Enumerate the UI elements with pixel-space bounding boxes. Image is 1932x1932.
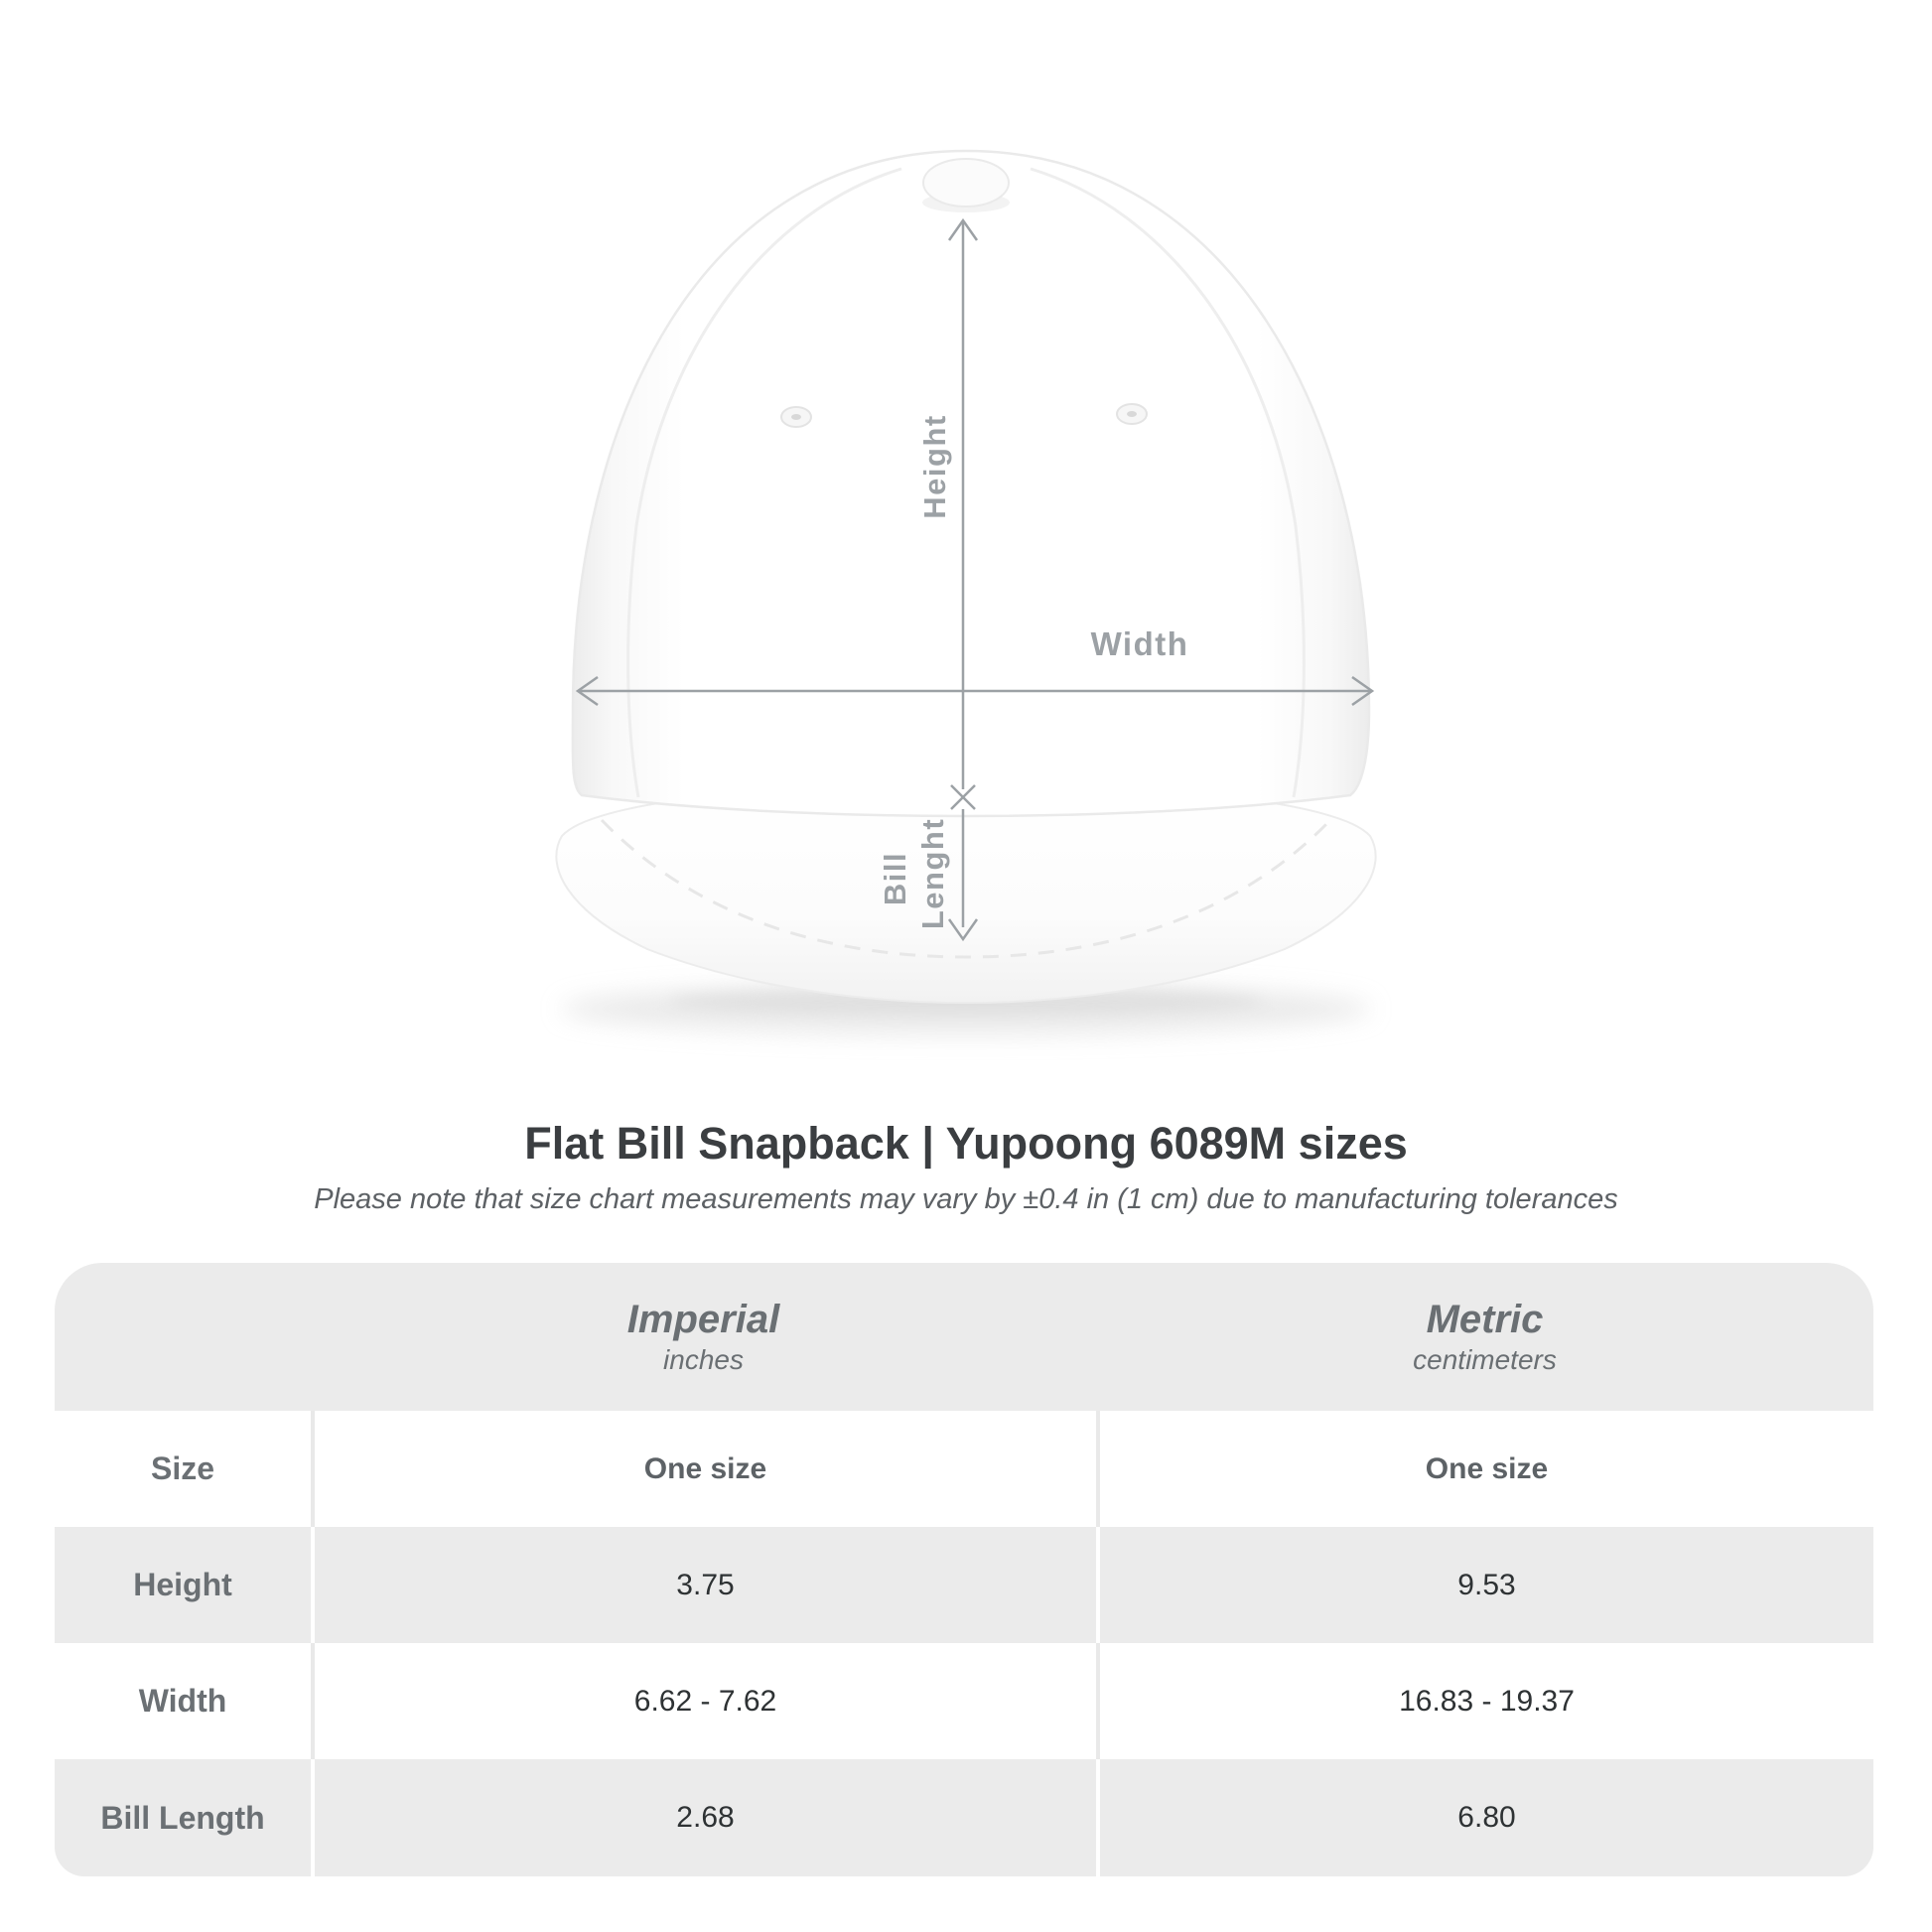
table-row-height: [55, 1527, 1873, 1643]
table-header-row: [55, 1263, 1873, 1411]
height-imperial-value: 3.75: [311, 1527, 1096, 1643]
hat-crown: [573, 151, 1369, 816]
row-label-width: Width: [138, 1683, 227, 1719]
row-label-bill-length: Bill Length: [100, 1799, 265, 1836]
width-imperial-value: 6.62 - 7.62: [311, 1643, 1096, 1759]
height-metric-value: 9.53: [1096, 1527, 1873, 1643]
size-table: [55, 1263, 1873, 1876]
height-label: Height: [917, 414, 952, 519]
row-label-size: Size: [150, 1450, 215, 1486]
row-label-height: Height: [133, 1567, 232, 1602]
table-row-size: [55, 1411, 1873, 1527]
imperial-header-cell: [311, 1263, 1096, 1411]
table-row-bill-length: [55, 1759, 1873, 1876]
page-title: Flat Bill Snapback | Yupoong 6089M sizes: [524, 1118, 1408, 1169]
width-metric-value: 16.83 - 19.37: [1096, 1643, 1873, 1759]
bill-length-metric-value: 6.80: [1096, 1759, 1873, 1876]
size-metric-value: One size: [1096, 1411, 1873, 1527]
metric-header-cell: [1096, 1263, 1873, 1411]
header-spacer-cell: [55, 1263, 311, 1411]
bill-length-label: Bill Lenght: [878, 817, 950, 930]
metric-sublabel: centimeters: [1413, 1343, 1557, 1375]
table-row-width: [55, 1643, 1873, 1759]
width-label: Width: [1090, 625, 1189, 662]
right-eyelet: [1117, 404, 1147, 424]
tolerance-note: Please note that size chart measurements may vary by ±0.4 in (1 cm) due to manufacturing tolerances: [314, 1183, 1618, 1215]
heading-block: [0, 1118, 1932, 1217]
imperial-sublabel: inches: [663, 1343, 744, 1375]
top-button: [922, 159, 1010, 212]
size-imperial-value: One size: [311, 1411, 1096, 1527]
bill-length-imperial-value: 2.68: [311, 1759, 1096, 1876]
left-eyelet: [781, 407, 811, 427]
metric-label: Metric: [1426, 1297, 1544, 1341]
imperial-label: Imperial: [626, 1297, 780, 1341]
